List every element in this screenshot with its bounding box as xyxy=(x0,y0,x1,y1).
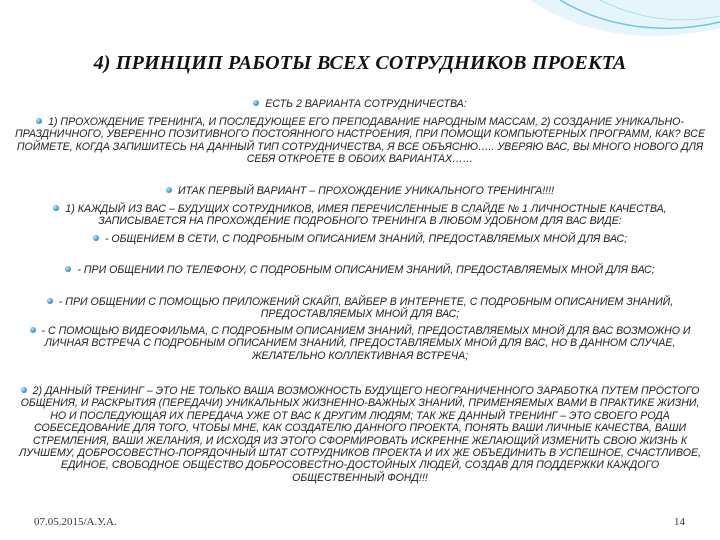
page-number: 14 xyxy=(674,516,685,528)
bullet-icon xyxy=(166,187,172,193)
paragraph-online: - ОБЩЕНИЕМ В СЕТИ, С ПОДРОБНЫМ ОПИСАНИЕМ ЗНАНИЙ, ПРЕДОСТАВЛЯЕМЫХ МНОЙ ДЛЯ ВАС; xyxy=(14,233,706,245)
paragraph-skype-viber: - ПРИ ОБЩЕНИИ С ПОМОЩЬЮ ПРИЛОЖЕНИЙ СКАЙП, ВАЙБЕР В ИНТЕРНЕТЕ, С ПОДРОБНЫМ ОПИСАНИЕМ ЗНАНИЙ, ПРЕДОСТАВЛЯЕМЫХ МНОЙ ДЛЯ ВАС; xyxy=(14,296,706,321)
bullet-icon xyxy=(21,387,27,393)
paragraph-each-of-you: 1) КАЖДЫЙ ИЗ ВАС – БУДУЩИХ СОТРУДНИКОВ, ИМЕЯ ПЕРЕЧИСЛЕННЫЕ В СЛАЙДЕ № 1 ЛИЧНОСТНЫЕ КАЧЕСТВА, ЗАПИСЫВАЕТСЯ НА ПРОХОЖДЕНИЕ ПОДРОБНОГО ТРЕНИНГА В ЛЮБОМ УДОБНОМ ДЛЯ ВАС ВИДЕ: xyxy=(14,203,706,228)
footer-date: 07.05.2015/А.У.А. xyxy=(34,516,117,528)
corner-swoosh-decoration xyxy=(520,0,720,60)
bullet-icon xyxy=(65,266,71,272)
bullet-icon xyxy=(93,235,99,241)
bullet-icon xyxy=(253,100,259,106)
paragraph-two-options: 1) ПРОХОЖДЕНИЕ ТРЕНИНГА, И ПОСЛЕДУЮЩЕЕ ЕГО ПРЕПОДАВАНИЕ НАРОДНЫМ МАССАМ, 2) СОЗДАНИЕ УНИКАЛЬНО-ПРАЗДНИЧНОГО, УВЕРЕННО ПОЗИТИВНОГО ПОСТОЯННОГО НАСТРОЕНИЯ, ПРИ ПОМОЩИ КОМПЬЮТЕРНЫХ ПРОГРАММ, КАК? ВСЕ ПОЙМЕТЕ, КОГДА ЗАПИШИТЕСЬ НА ДАННЫЙ ТИП СОТРУДНИЧЕСТВА, Я ВСЕ ОБЪЯСНЮ….. УВЕРЯЮ ВАС, ВЫ МНОГО НОВОГО ДЛЯ СЕБЯ ОТКРОЕТЕ В ОБОИХ ВАРИАНТАХ…… xyxy=(14,116,706,166)
bullet-icon xyxy=(36,118,42,124)
paragraph-training-details: 2) ДАННЫЙ ТРЕНИНГ – ЭТО НЕ ТОЛЬКО ВАША ВОЗМОЖНОСТЬ БУДУЩЕГО НЕОГРАНИЧЕННОГО ЗАРАБОТКА ПУТЕМ ПРОСТОГО ОБЩЕНИЯ, И РАСКРЫТИЯ (ПЕРЕДАЧИ) УНИКАЛЬНЫХ ЖИЗНЕННО-ВАЖНЫХ ЗНАНИЙ, ПРИМЕНЯЕМЫХ ВАМИ В ПРАКТИКЕ ЖИЗНИ, НО И ПОСЛЕДУЮЩАЯ ИХ ПЕРЕДАЧА УЖЕ ОТ ВАС К ДРУГИМ ЛЮДЯМ; ТАК ЖЕ ДАННЫЙ ТРЕНИНГ – ЭТО СВОЕГО РОДА СОБЕСЕДОВАНИЕ ДЛЯ ТОГО, ЧТОБЫ МНЕ, КАК СОЗДАТЕЛЮ ДАННОГО ПРОЕКТА, ПОНЯТЬ ВАШИ ЛИЧНЫЕ КАЧЕСТВА, ВАШИ СТРЕМЛЕНИЯ, ВАШИ ЖЕЛАНИЯ, И ИСХОДЯ ИЗ ЭТОГО СФОРМИРОВАТЬ ИСКРЕННЕ ЖЕЛАЮЩИЙ ИЗМЕНИТЬ СВОЮ ЖИЗНЬ К ЛУЧШЕМУ, ДОБРОСОВЕСТНО-ПОРЯДОЧНЫЙ ШТАТ СОТРУДНИКОВ ПРОЕКТА И ИХ ЖЕ ОБЪЕДИНИТЬ В УСПЕШНОЕ, СЧАСТЛИВОЕ, ЕДИНОЕ, СВОБОДНОЕ ОБЩЕСТВО ДОБРОСОВЕСТНО-ДОСТОЙНЫХ ЛЮДЕЙ, СОЗДАВ ДЛЯ ПОДДЕРЖКИ КАЖДОГО ОБЩЕСТВЕННЫЙ ФОНД!!! xyxy=(18,385,702,484)
slide-title: 4) ПРИНЦИП РАБОТЫ ВСЕХ СОТРУДНИКОВ ПРОЕКТА xyxy=(93,52,627,74)
paragraph-video: - С ПОМОЩЬЮ ВИДЕОФИЛЬМА, С ПОДРОБНЫМ ОПИСАНИЕМ ЗНАНИЙ, ПРЕДОСТАВЛЯЕМЫХ МНОЙ ДЛЯ ВАС ВОЗМОЖНО И ЛИЧНАЯ ВСТРЕЧА С ПОДРОБНЫМ ОПИСАНИЕМ ЗНАНИЙ, ПРЕДОСТАВЛЯЕМЫХ МНОЙ ДЛЯ ВАС, НО В ДАННОМ СЛУЧАЕ, ЖЕЛАТЕЛЬНО КОЛЛЕКТИВНАЯ ВСТРЕЧА; xyxy=(14,325,706,362)
bullet-icon xyxy=(53,205,59,211)
paragraph-phone: - ПРИ ОБЩЕНИИ ПО ТЕЛЕФОНУ, С ПОДРОБНЫМ ОПИСАНИЕМ ЗНАНИЙ, ПРЕДОСТАВЛЯЕМЫХ МНОЙ ДЛЯ ВАС; xyxy=(14,264,706,276)
paragraph-first-variant: ИТАК ПЕРВЫЙ ВАРИАНТ – ПРОХОЖДЕНИЕ УНИКАЛЬНОГО ТРЕНИНГА!!!! xyxy=(14,185,706,197)
paragraph-variants: ЕСТЬ 2 ВАРИАНТА СОТРУДНИЧЕСТВА: xyxy=(14,98,706,110)
bullet-icon xyxy=(30,327,36,333)
bullet-icon xyxy=(47,298,53,304)
